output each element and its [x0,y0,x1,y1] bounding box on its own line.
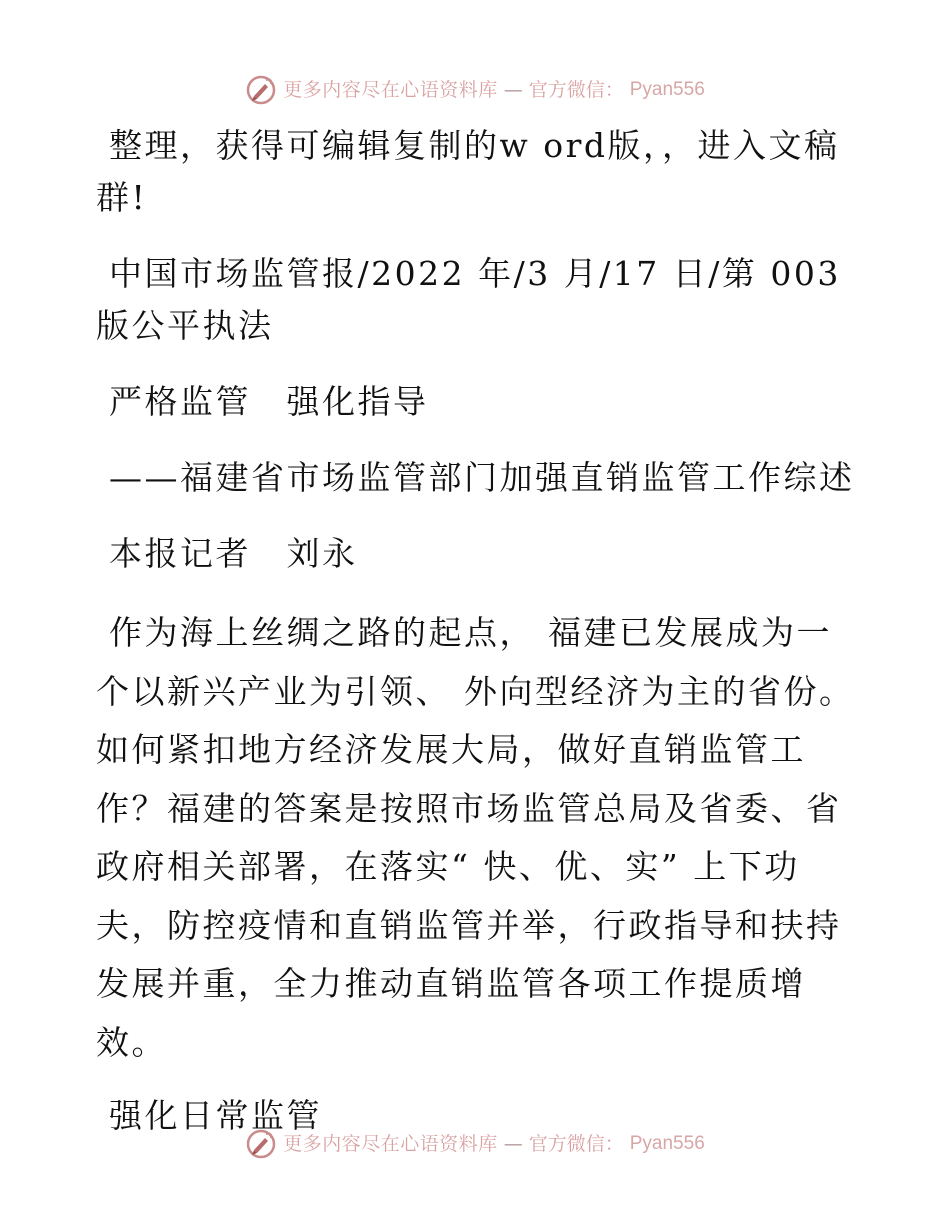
watermark-separator: — [503,79,523,101]
pen-logo-icon [245,1128,277,1160]
watermark-separator: — [503,1133,523,1155]
watermark-wechat-id: Pyan556 [629,1133,705,1154]
article-title: 严格监管 强化指导 [96,382,429,421]
lead-paragraph: 作为海上丝绸之路的起点， 福建已发展成为一个以新兴产业为引领、 外向型经济为主的省份。如何紧扣地方经济发展大局，做好直销监管工作？福建的答案是按照市场监管总局及省委、省政府相关部署，在落实“ 快、优、实” 上下功夫，防控疫情和直销监管并举，行政指导和扶持发展并重，全力推动直销监管各项工作提质增效。 [96,613,855,1062]
source-line: 中国市场监管报/2022 年/3 月/17 日/第 003 版公平执法 [96,254,854,345]
article-subtitle: ——福建省市场监管部门加强直销监管工作综述 [96,458,855,497]
watermark-wechat-label: 官方微信： [528,1133,624,1155]
header-watermark [0,74,950,106]
watermark-text: 更多内容尽在心语资料库 [283,1133,498,1155]
footer-watermark [0,1128,950,1160]
section-heading: 强化日常监管 [96,1096,322,1135]
document-body [96,120,856,1166]
watermark-wechat-label: 官方微信： [528,79,624,101]
byline: 本报记者 刘永 [96,534,358,573]
watermark-wechat-id: Pyan556 [629,79,705,100]
watermark-text: 更多内容尽在心语资料库 [283,79,498,101]
pen-logo-icon [245,74,277,106]
intro-paragraph: 整理，获得可编辑复制的w ord版，，进入文稿群! [96,126,840,217]
